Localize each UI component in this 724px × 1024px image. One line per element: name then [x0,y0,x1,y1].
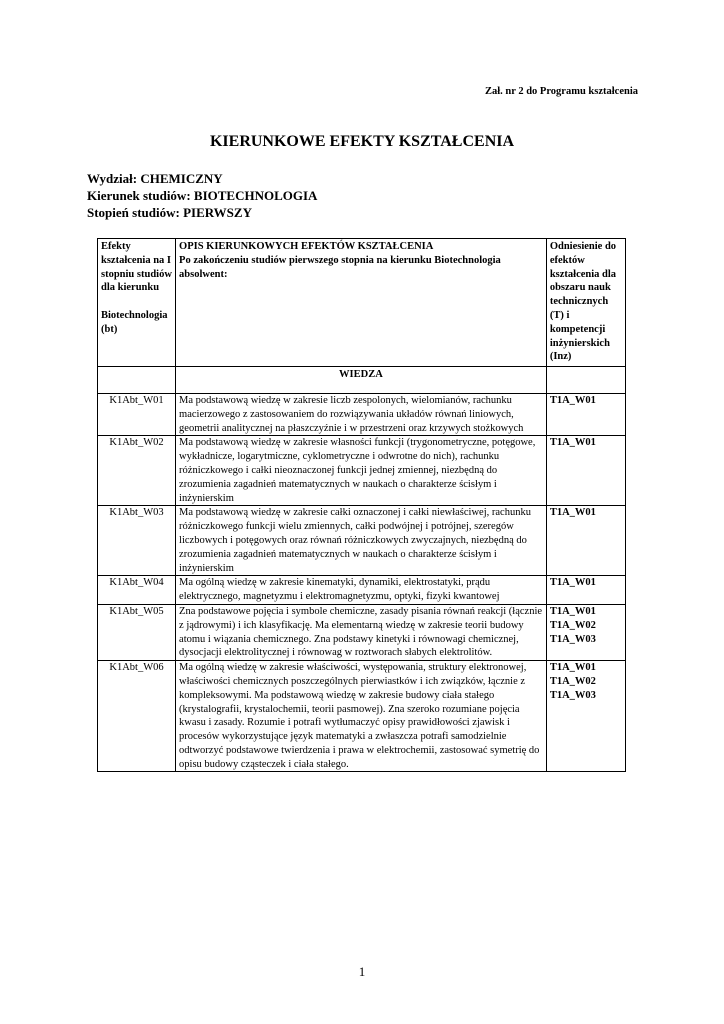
header-outcomes-label: Efekty kształcenia na I stopniu studiów dla kierunku [101,241,172,294]
outcome-references [546,604,625,660]
table-row [98,393,626,435]
header-reference-cell: Odniesienie do efektów kształcenia dla obszaru nauk technicznych (T) i kompetencji inżynierskich (Inz) [546,239,625,367]
reference-code: T1A_W02 [549,675,596,687]
learning-outcomes-table [97,238,626,772]
faculty-line: Wydział: CHEMICZNY [87,171,223,186]
table-row [98,576,626,605]
outcome-references [546,393,625,435]
header-description-title: OPIS KIERUNKOWYCH EFEKTÓW KSZTAŁCENIA [179,241,434,252]
outcome-references [546,661,625,772]
table-row [98,604,626,660]
outcome-code: K1Abt_W06 [98,661,176,772]
page-number: 1 [358,964,366,979]
outcome-code: K1Abt_W01 [98,393,176,435]
attachment-note: Zał. nr 2 do Programu kształcenia [484,86,638,97]
table-row [98,506,626,576]
header-outcomes-sub: Biotechnologia (bt) [101,310,168,335]
outcome-code: K1Abt_W02 [98,436,176,506]
outcome-code: K1Abt_W04 [98,576,176,605]
field-line: Kierunek studiów: BIOTECHNOLOGIA [87,188,318,203]
outcome-description: Ma podstawową wiedzę w zakresie własności funkcji (trygonometryczne, potęgowe, wykładnicze, logarytmiczne, cyklometryczne i odwrotne do nich), rachunku różniczkowego i całki nieoznaczonej funkcji jednej zmiennej, niezbędną do zrozumienia zagadnień matematycznych w naukach o charakterze ścisłym i inżynierskim [176,436,547,506]
outcome-references [546,576,625,605]
outcome-references [546,506,625,576]
outcome-description: Ma ogólną wiedzę w zakresie właściwości, występowania, struktury elektronowej, właściwości chemicznych poszczególnych pierwiastków i ich związków, łącznie z kompleksowymi. Ma podstawową wiedzę w zakresie budowy ciała stałego (krystalografii, krystalochemii, teorii pasmowej). Zna szeroko rozumiane pojęcia kwasu i zasady. Rozumie i potrafi wytłumaczyć opisy prawidłowości zjawisk i procesów wykorzystujące język matematyki a zwłaszcza potrafi samodzielnie odtworzyć podstawowe twierdzenia i prawa w elektrochemii, zastosować symetrię do opisu budowy cząsteczek i ciała stałego. [176,661,547,772]
reference-code: T1A_W01 [549,394,596,406]
outcome-description: Ma ogólną wiedzę w zakresie kinematyki, dynamiki, elektrostatyki, prądu elektrycznego, magnetyzmu i elektromagnetyzmu, optyki, fizyki kwantowej [176,576,547,605]
table-header-row [98,239,626,367]
outcome-description: Zna podstawowe pojęcia i symbole chemiczne, zasady pisania równań reakcji (łącznie z jądrowymi) i ich klasyfikację. Ma elementarną wiedzę w zakresie teorii budowy atomu i wiązania chemicznego. Zna podstawy kinetyki i równowagi chemicznej, dysocjacji elektrolitycznej i równowag w roztworach słabych elektrolitów. [176,604,547,660]
reference-code: T1A_W01 [549,662,596,674]
document-title: KIERUNKOWE EFEKTY KSZTAŁCENIA [209,133,515,150]
header-outcomes-cell [98,239,176,367]
reference-code: T1A_W02 [549,619,596,631]
reference-code: T1A_W03 [549,689,596,701]
section-empty-cell [98,367,176,394]
header-description-sub: Po zakończeniu studiów pierwszego stopnia na kierunku Biotechnologia absolwent: [179,254,501,280]
table-row [98,436,626,506]
reference-code: T1A_W01 [549,437,596,449]
outcome-code: K1Abt_W05 [98,604,176,660]
section-row [98,367,626,394]
outcome-description: Ma podstawową wiedzę w zakresie całki oznaczonej i całki niewłaściwej, rachunku różniczkowego funkcji wielu zmiennych, całki podwójnej i potrójnej, szeregów liczbowych i potęgowych oraz równań różniczkowych zwyczajnych, niezbędną do zrozumienia zagadnień matematycznych w naukach o charakterze ścisłym i inżynierskim [176,506,547,576]
section-empty-cell [546,367,625,394]
header-description-cell [176,239,547,367]
reference-code: T1A_W01 [549,605,596,617]
program-info [87,170,317,221]
reference-code: T1A_W03 [549,633,596,645]
degree-line: Stopień studiów: PIERWSZY [87,205,252,220]
outcome-description: Ma podstawową wiedzę w zakresie liczb zespolonych, wielomianów, rachunku macierzowego z zastosowaniem do rozwiązywania układów równań liniowych, geometrii analitycznej na płaszczyźnie i w przestrzeni oraz krzywych stożkowych [176,393,547,435]
table-row [98,661,626,772]
outcome-code: K1Abt_W03 [98,506,176,576]
outcome-references [546,436,625,506]
section-title: WIEDZA [176,367,547,394]
reference-code: T1A_W01 [549,577,596,589]
reference-code: T1A_W01 [549,507,596,519]
